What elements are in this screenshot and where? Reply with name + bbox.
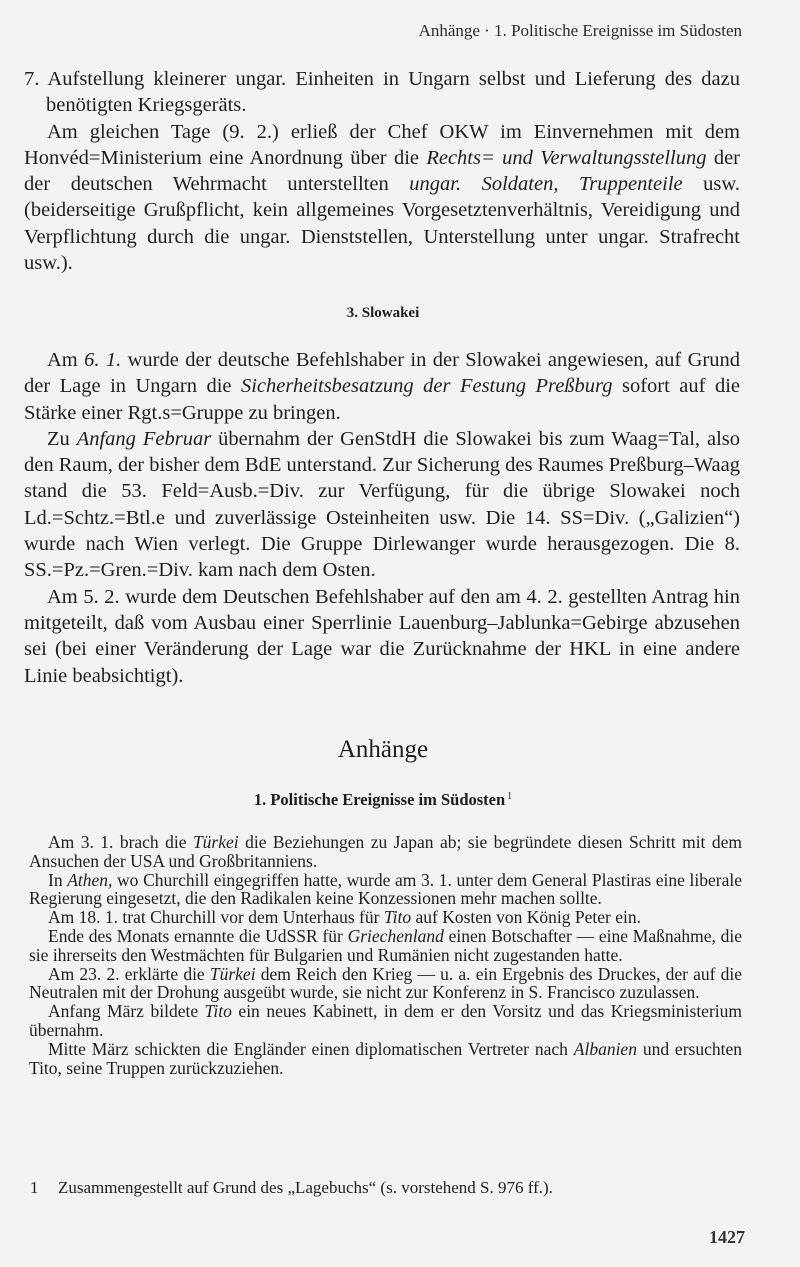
footnote-ref[interactable]: 1 — [507, 791, 513, 802]
paragraph — [24, 426, 740, 584]
text: übernahm der GenStdH die Slowakei bis zum Waag=Tal, also den Raum, der bisher dem BdE unterstand. Zur Sicherung des Raumes Preßburg–Waag stand die 53. Feld=Ausb.=Div. zur Verfügung, für die übrige Slowakei noch Ld.=Schtz.=Btl.e und zuverlässige Osteinheiten usw. Die 14. SS=Div. („Galizien“) wurde nach Wien verlegt. Die Gruppe Dirlewanger wurde herausgezogen. Die 8. SS.=Pz.=Gren.=Div. kam nach dem Osten. — [24, 427, 741, 582]
text: wo Churchill eingegriffen hatte, wurde am 3. 1. unter dem General Plastiras eine liberale Regierung eingesetzt, die den Radikalen keine Konzessionen mehr machen sollte. — [29, 869, 743, 909]
running-head: Anhänge · 1. Politische Ereignisse im Südosten — [418, 21, 742, 40]
footnote-number: 1 — [30, 1178, 39, 1197]
paragraph — [29, 871, 742, 909]
section-heading-slowakei: 3. Slowakei — [346, 305, 420, 321]
paragraph — [24, 347, 740, 426]
paragraph — [24, 584, 740, 689]
paragraph — [29, 833, 742, 871]
text: wurde der deutsche Befehlshaber in der Slowakei angewiesen, auf Grund der Lage in Ungarn die — [24, 349, 740, 398]
section-slowakei — [24, 347, 740, 689]
subheading-text: 1. Politische Ereignisse im Südosten — [253, 790, 506, 809]
italic-text: Tito — [383, 907, 412, 928]
text: Am gleichen Tage (9. 2.) erließ der Chef OKW im Einvernehmen mit dem Honvéd=Ministerium eine Anordnung über die — [24, 120, 740, 169]
paragraph — [24, 119, 740, 277]
text: und ersuchten Tito, seine Truppen zurückzuziehen. — [29, 1038, 742, 1078]
appendix-heading: Anhänge — [337, 736, 429, 763]
text: Am 23. 2. erklärte die — [48, 963, 210, 984]
appendix-body — [29, 833, 742, 1077]
text: dem Reich den Krieg — u. a. ein Ergebnis des Druckes, der auf die Neutralen mit der Drohung ausgeübt wurde, sie nicht zur Konferenz in S. Francisco zuzulassen. — [29, 963, 743, 1003]
italic-text: Tito — [204, 1001, 232, 1022]
footnote-text: Zusammengestellt auf Grund des „Lagebuchs“ (s. vorstehend S. 976 ff.). — [58, 1178, 553, 1197]
text: Ende des Monats ernannte die UdSSR für — [48, 925, 348, 946]
paragraph — [29, 965, 742, 1003]
paragraph — [29, 1040, 742, 1078]
page-number: 1427 — [709, 1227, 745, 1247]
text: der der deutschen Wehrmacht unterstellten — [24, 146, 741, 196]
paragraph — [29, 1002, 742, 1040]
text: 7. Aufstellung kleinerer ungar. Einheiten in Ungarn selbst und Lieferung des dazu benötigten Kriegsgeräts. — [24, 68, 740, 117]
italic-text: Anfang Februar — [76, 427, 212, 450]
text: Am 18. 1. trat Churchill vor dem Unterhaus für — [48, 907, 384, 928]
text: usw. (beiderseitige Grußpflicht, kein allgemeines Vorgesetztenverhältnis, Vereidigung und Verpflichtung durch die ungar. Dienststellen, Unterstellung unter ungar. Strafrecht usw.). — [24, 173, 741, 275]
italic-text: Rechts= und Verwaltungsstellung — [426, 146, 707, 169]
paragraph — [29, 927, 742, 965]
text: Zu — [47, 427, 77, 450]
text: ein neues Kabinett, in dem er den Vorsitz und das Kriegsministerium übernahm. — [29, 1001, 743, 1040]
italic-text: Albanien — [573, 1038, 637, 1059]
section-top — [24, 66, 740, 276]
italic-text: Türkei — [209, 963, 256, 984]
italic-text: 6. 1. — [84, 349, 122, 371]
italic-text: Griechenland — [347, 925, 444, 946]
text: Am 3. 1. brach die — [48, 832, 193, 852]
footnote — [30, 1177, 750, 1199]
appendix-subheading — [0, 786, 783, 811]
text: Am 5. 2. wurde dem Deutschen Befehlshaber auf den am 4. 2. gestellten Antrag hin mitgeteilt, daß vom Ausbau einer Sperrlinie Lauenburg–Jablunka=Gebirge abzusehen sei (bei einer Veränderung der Lage war die Zurücknahme der HKL in eine andere Linie beabsichtigt). — [24, 585, 740, 687]
text: die Beziehungen zu Japan ab; sie begründete diesen Schritt mit dem Ansuchen der USA und Großbritanniens. — [29, 832, 742, 871]
text: Anfang März bildete — [48, 1001, 205, 1022]
text: einen Botschafter — eine Maßnahme, die sie ihrerseits den Westmächten für Bulgarien und Rumänien nicht zugestanden hatte. — [29, 925, 743, 965]
italic-text: Sicherheitsbesatzung der Festung Preßburg — [240, 375, 613, 398]
text: In — [48, 869, 68, 890]
text: sofort auf die Stärke einer Rgt.s=Gruppe zu bringen. — [24, 375, 740, 424]
text: Am — [47, 349, 85, 371]
paragraph — [29, 908, 742, 927]
text: auf Kosten von König Peter ein. — [411, 907, 641, 928]
text: Mitte März schickten die Engländer einen diplomatischen Vertreter nach — [48, 1038, 574, 1059]
italic-text: Türkei — [192, 832, 239, 852]
italic-text: Athen, — [67, 869, 113, 890]
italic-text: ungar. Soldaten, Truppenteile — [409, 173, 683, 196]
list-item-7 — [24, 66, 740, 119]
